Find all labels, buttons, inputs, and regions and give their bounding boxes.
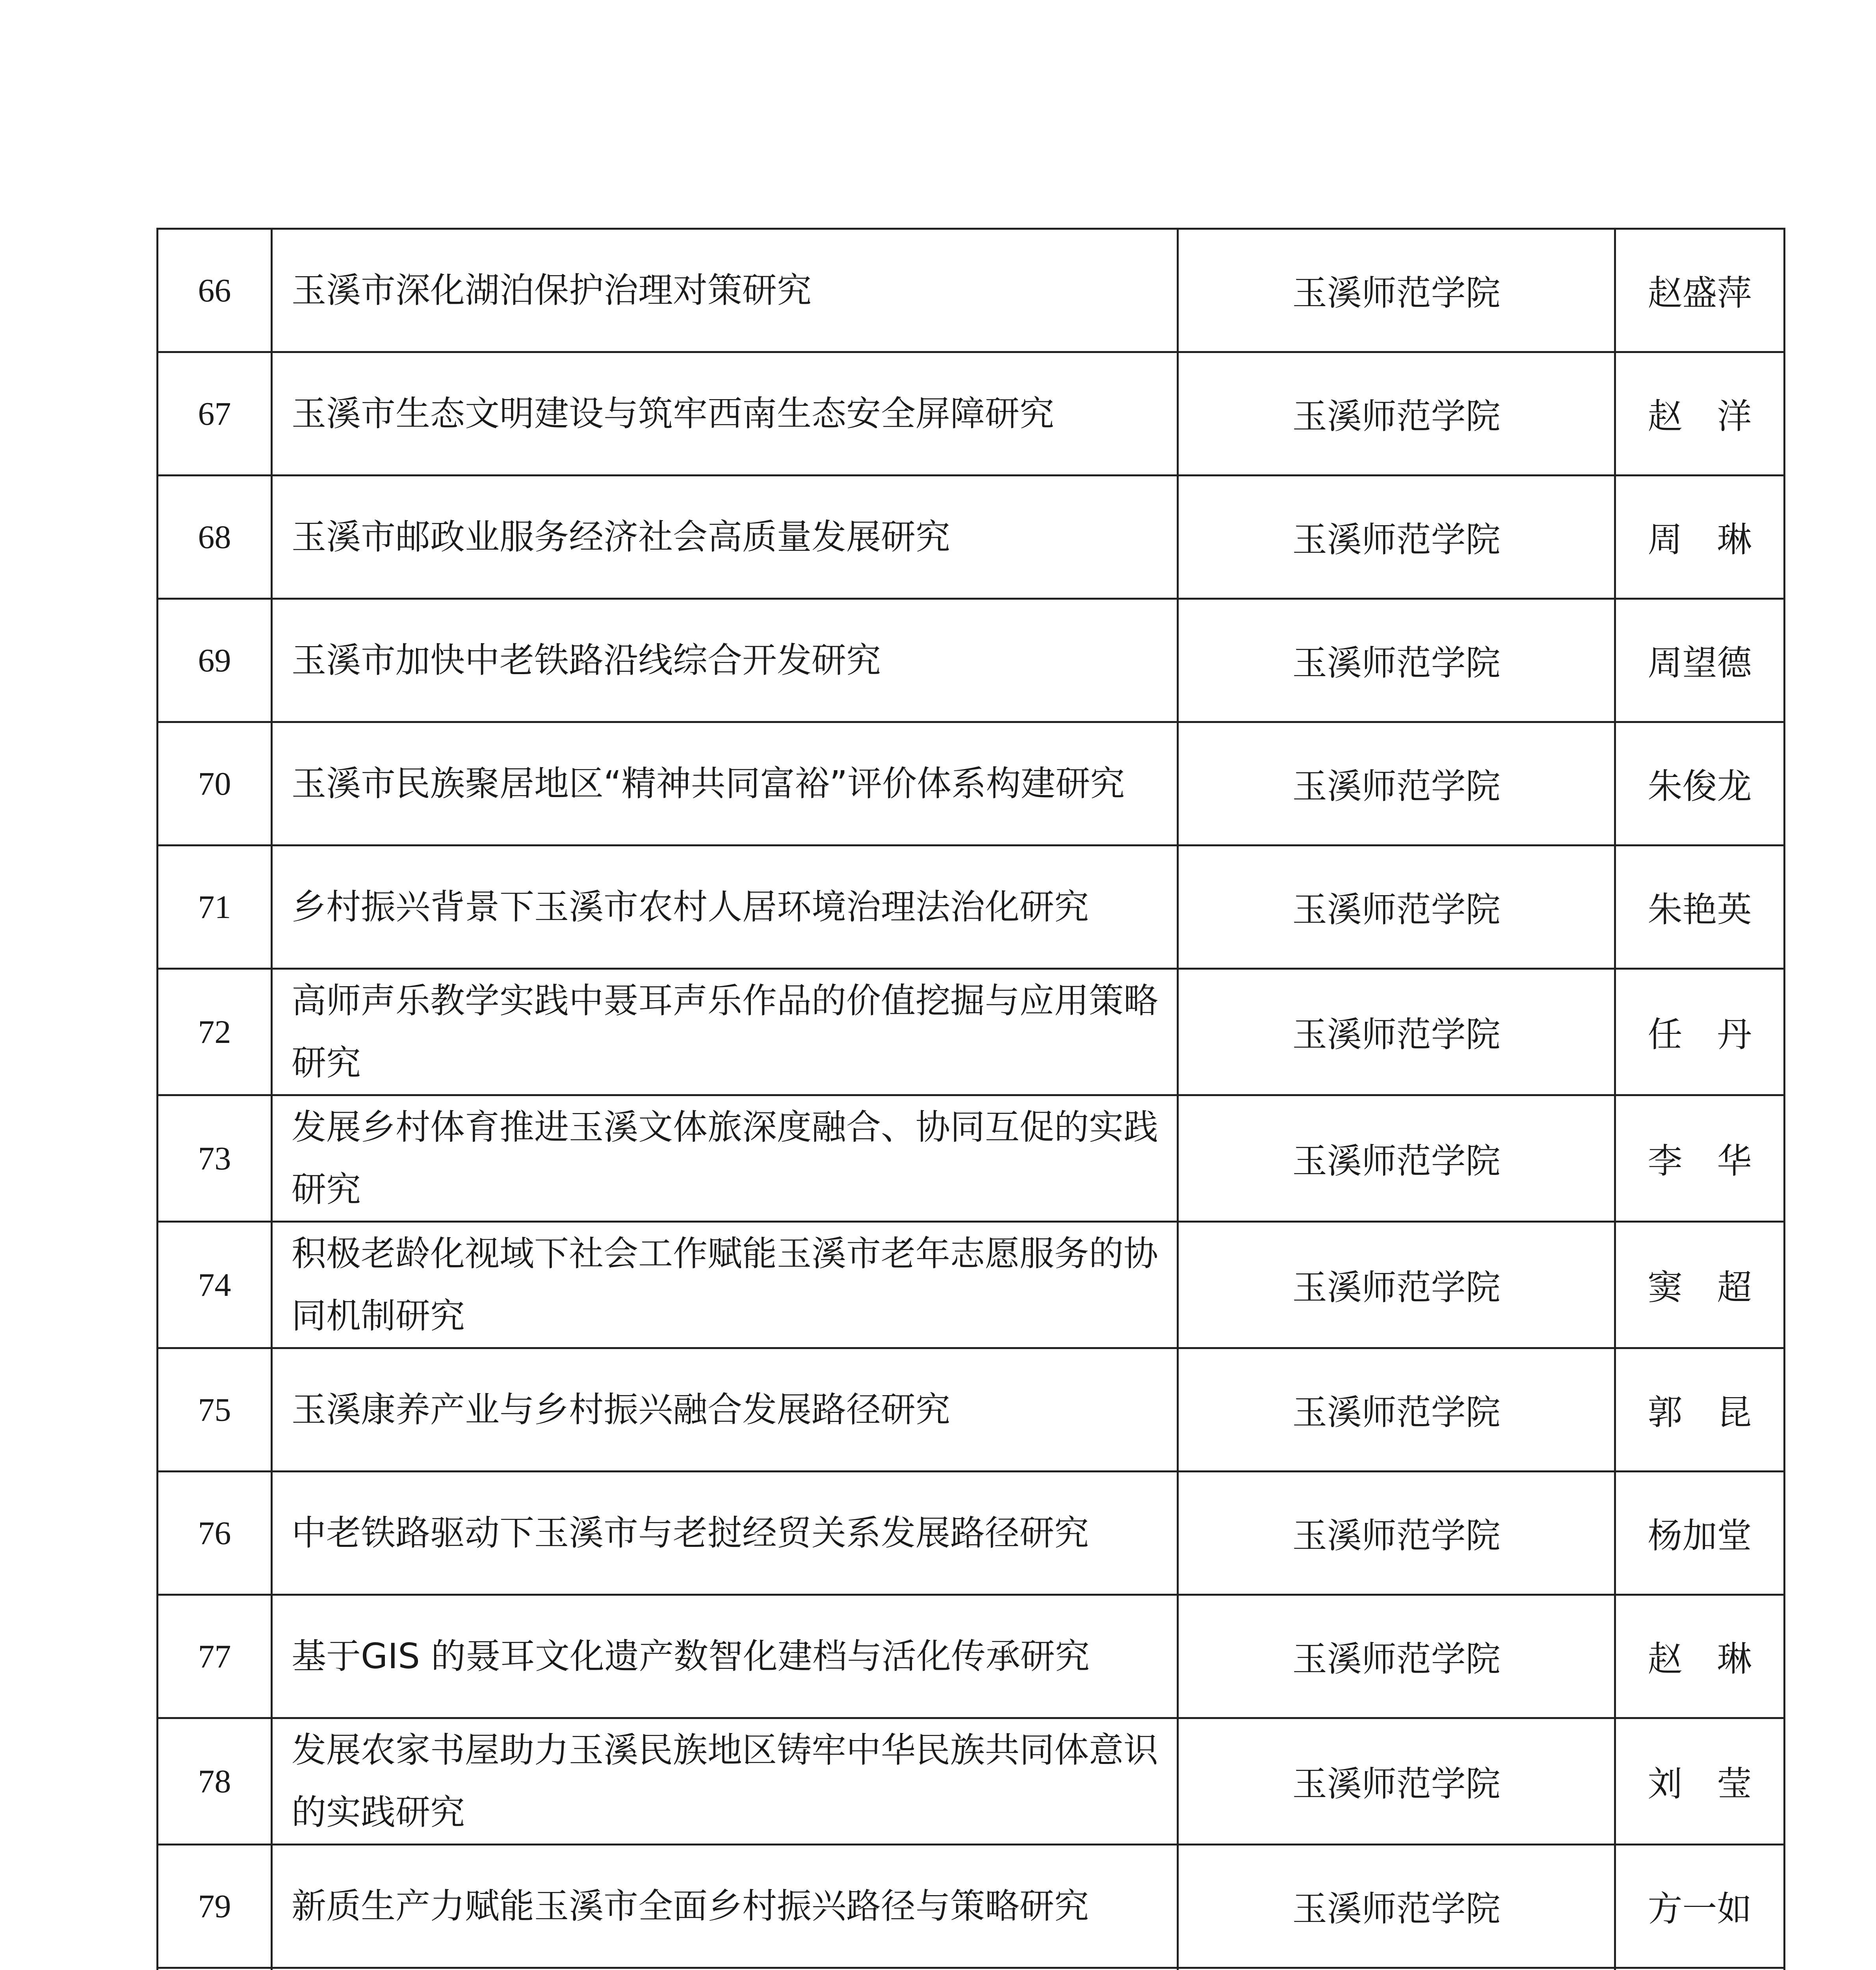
organization: 玉溪师范学院 bbox=[1178, 969, 1615, 1095]
table-row bbox=[158, 846, 1785, 969]
organization: 玉溪师范学院 bbox=[1178, 846, 1615, 969]
table-row bbox=[158, 1595, 1785, 1718]
organization: 玉溪师范学院 bbox=[1178, 229, 1615, 352]
project-title: 玉溪市邮政业服务经济社会高质量发展研究 bbox=[272, 476, 1178, 599]
project-title: 基于GIS 的聂耳文化遗产数智化建档与活化传承研究 bbox=[272, 1595, 1178, 1718]
person-in-charge: 窦 超 bbox=[1615, 1222, 1785, 1348]
row-number: 67 bbox=[158, 352, 272, 476]
table-row bbox=[158, 1718, 1785, 1845]
project-title: 玉溪市民族聚居地区“精神共同富裕”评价体系构建研究 bbox=[272, 722, 1178, 846]
table-row bbox=[158, 1222, 1785, 1348]
organization: 玉溪师范学院 bbox=[1178, 1472, 1615, 1595]
table-row bbox=[158, 1095, 1785, 1222]
project-title: 中老铁路驱动下玉溪市与老挝经贸关系发展路径研究 bbox=[272, 1472, 1178, 1595]
organization: 玉溪师范学院 bbox=[1178, 476, 1615, 599]
organization bbox=[1178, 1968, 1615, 1970]
person-in-charge: 方一如 bbox=[1615, 1845, 1785, 1968]
project-title: 发展农家书屋助力玉溪民族地区铸牢中华民族共同体意识的实践研究 bbox=[272, 1718, 1178, 1845]
project-title: 高师声乐教学实践中聂耳声乐作品的价值挖掘与应用策略研究 bbox=[272, 969, 1178, 1095]
project-table bbox=[156, 228, 1785, 1970]
organization: 玉溪师范学院 bbox=[1178, 1595, 1615, 1718]
table-row bbox=[158, 229, 1785, 352]
row-number: 78 bbox=[158, 1718, 272, 1845]
project-title: 玉溪市深化湖泊保护治理对策研究 bbox=[272, 229, 1178, 352]
organization: 玉溪师范学院 bbox=[1178, 1222, 1615, 1348]
person-in-charge: 李 华 bbox=[1615, 1095, 1785, 1222]
row-number: 77 bbox=[158, 1595, 272, 1718]
row-number: 68 bbox=[158, 476, 272, 599]
row-number: 74 bbox=[158, 1222, 272, 1348]
project-title: 玉溪市加快中老铁路沿线综合开发研究 bbox=[272, 599, 1178, 722]
organization: 玉溪师范学院 bbox=[1178, 352, 1615, 476]
project-title bbox=[272, 1968, 1178, 1970]
project-title: 乡村振兴背景下玉溪市农村人居环境治理法治化研究 bbox=[272, 846, 1178, 969]
organization: 玉溪师范学院 bbox=[1178, 1718, 1615, 1845]
project-title: 新质生产力赋能玉溪市全面乡村振兴路径与策略研究 bbox=[272, 1845, 1178, 1968]
person-in-charge: 赵 琳 bbox=[1615, 1595, 1785, 1718]
organization: 玉溪师范学院 bbox=[1178, 599, 1615, 722]
row-number: 73 bbox=[158, 1095, 272, 1222]
row-number: 66 bbox=[158, 229, 272, 352]
project-title: 发展乡村体育推进玉溪文体旅深度融合、协同互促的实践研究 bbox=[272, 1095, 1178, 1222]
row-number: 75 bbox=[158, 1348, 272, 1472]
table-row bbox=[158, 352, 1785, 476]
table-row bbox=[158, 969, 1785, 1095]
table-body bbox=[158, 229, 1785, 1970]
row-number: 71 bbox=[158, 846, 272, 969]
person-in-charge: 任 丹 bbox=[1615, 969, 1785, 1095]
organization: 玉溪师范学院 bbox=[1178, 1845, 1615, 1968]
person-in-charge: 赵盛萍 bbox=[1615, 229, 1785, 352]
organization: 玉溪师范学院 bbox=[1178, 722, 1615, 846]
person-in-charge: 朱艳英 bbox=[1615, 846, 1785, 969]
person-in-charge: 周望德 bbox=[1615, 599, 1785, 722]
row-number: 76 bbox=[158, 1472, 272, 1595]
row-number: 69 bbox=[158, 599, 272, 722]
table-row bbox=[158, 476, 1785, 599]
table-row bbox=[158, 1968, 1785, 1970]
person-in-charge: 郭 昆 bbox=[1615, 1348, 1785, 1472]
organization: 玉溪师范学院 bbox=[1178, 1095, 1615, 1222]
row-number: 79 bbox=[158, 1845, 272, 1968]
project-title: 玉溪康养产业与乡村振兴融合发展路径研究 bbox=[272, 1348, 1178, 1472]
table-row bbox=[158, 1472, 1785, 1595]
row-number: 70 bbox=[158, 722, 272, 846]
table-row bbox=[158, 722, 1785, 846]
table-row bbox=[158, 1845, 1785, 1968]
person-in-charge: 朱俊龙 bbox=[1615, 722, 1785, 846]
person-in-charge: 杨加堂 bbox=[1615, 1472, 1785, 1595]
person-in-charge bbox=[1615, 1968, 1785, 1970]
project-title: 积极老龄化视域下社会工作赋能玉溪市老年志愿服务的协同机制研究 bbox=[272, 1222, 1178, 1348]
project-title: 玉溪市生态文明建设与筑牢西南生态安全屏障研究 bbox=[272, 352, 1178, 476]
row-number bbox=[158, 1968, 272, 1970]
person-in-charge: 刘 莹 bbox=[1615, 1718, 1785, 1845]
row-number: 72 bbox=[158, 969, 272, 1095]
person-in-charge: 周 琳 bbox=[1615, 476, 1785, 599]
person-in-charge: 赵 洋 bbox=[1615, 352, 1785, 476]
table-row bbox=[158, 599, 1785, 722]
table-row bbox=[158, 1348, 1785, 1472]
organization: 玉溪师范学院 bbox=[1178, 1348, 1615, 1472]
